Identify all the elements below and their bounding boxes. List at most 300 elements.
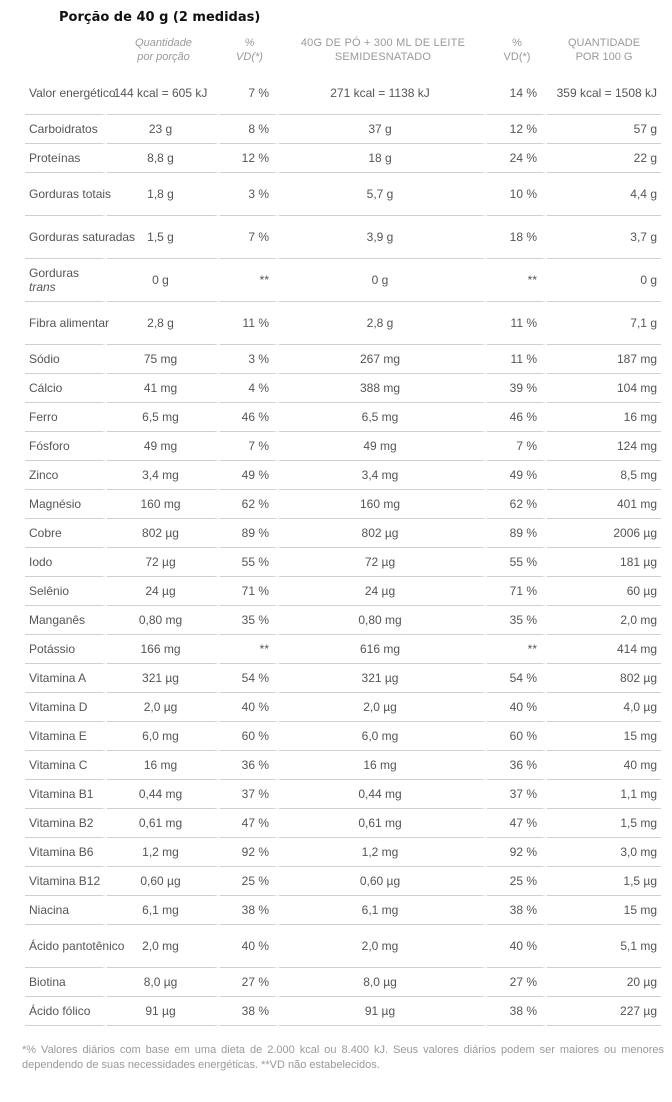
header-vd-prepared [487, 36, 547, 72]
qty-100g-text: 359 kcal = 1508 kJ [556, 86, 657, 100]
qty-100g-text: 60 µg [626, 584, 657, 598]
nutrient-name-text: Vitamina B1 [29, 787, 94, 801]
qty-prepared [279, 968, 487, 997]
qty-portion-text: 72 µg [145, 555, 176, 569]
qty-prepared [279, 173, 487, 216]
qty-portion-text: 24 µg [145, 584, 176, 598]
qty-portion-text: 0,60 µg [140, 874, 181, 888]
vd-portion [220, 606, 279, 635]
header-qty-100g-line1: QUANTIDADE [567, 37, 641, 49]
vd-prepared-text: 49 % [509, 468, 537, 482]
vd-prepared-text: 46 % [509, 410, 537, 424]
vd-portion [220, 259, 279, 302]
qty-portion [107, 968, 220, 997]
vd-prepared-text: 40 % [509, 700, 537, 714]
qty-100g [547, 838, 661, 867]
qty-100g [547, 867, 661, 896]
nutrient-name-text: Vitamina B12 [29, 874, 101, 888]
qty-100g-text: 2,0 mg [620, 613, 657, 627]
qty-prepared-text: 0 g [371, 273, 389, 287]
nutrient-name [25, 432, 107, 461]
nutrient-name-text: Fibra alimentar [29, 316, 110, 330]
qty-prepared-text: 0,61 mg [358, 816, 402, 830]
nutrient-name [25, 968, 107, 997]
table-row [25, 997, 661, 1026]
qty-100g-text: 124 mg [616, 439, 657, 453]
vd-prepared-text: 27 % [509, 975, 537, 989]
qty-100g [547, 693, 661, 722]
qty-prepared-text: 6,0 mg [361, 729, 399, 743]
header-vd-portion-line2: VD(*) [236, 51, 263, 63]
qty-portion [107, 374, 220, 403]
qty-100g [547, 722, 661, 751]
nutrition-table [25, 36, 661, 1026]
qty-portion-text: 91 µg [145, 1004, 176, 1018]
qty-prepared [279, 867, 487, 896]
table-row [25, 345, 661, 374]
nutrient-name [25, 374, 107, 403]
vd-prepared-text: 54 % [509, 671, 537, 685]
qty-portion [107, 809, 220, 838]
nutrient-name [25, 144, 107, 173]
table-row [25, 173, 661, 216]
qty-100g [547, 751, 661, 780]
vd-prepared-text: 71 % [509, 584, 537, 598]
qty-100g [547, 173, 661, 216]
nutrient-name-text: Vitamina B6 [29, 845, 94, 859]
vd-prepared [487, 432, 547, 461]
footnote: *% Valores diários com base em uma dieta de 2.000 kcal ou 8.400 kJ. Seus valores diários podem ser maiores ou menores dependendo de suas necessidades energéticas. **VD não estabelecidos. [22, 1044, 664, 1071]
qty-portion [107, 722, 220, 751]
vd-portion-text: 47 % [241, 816, 269, 830]
qty-portion [107, 461, 220, 490]
table-row [25, 519, 661, 548]
qty-100g [547, 809, 661, 838]
qty-prepared [279, 259, 487, 302]
qty-portion-text: 1,5 g [147, 230, 174, 244]
nutrient-name-text: Manganês [29, 613, 86, 627]
vd-prepared [487, 867, 547, 896]
vd-prepared [487, 115, 547, 144]
vd-portion-text: ** [259, 642, 269, 656]
vd-portion [220, 780, 279, 809]
qty-prepared [279, 780, 487, 809]
vd-portion-text: 37 % [241, 787, 269, 801]
vd-portion-text: 4 % [248, 381, 269, 395]
nutrient-name-text: Gorduras saturadas [29, 230, 136, 244]
qty-prepared [279, 896, 487, 925]
qty-portion-text: 160 mg [140, 497, 181, 511]
nutrient-name [25, 751, 107, 780]
vd-portion-text: 35 % [241, 613, 269, 627]
qty-prepared-text: 388 mg [359, 381, 401, 395]
nutrient-name-text: Iodo [29, 555, 53, 569]
vd-portion-text: 54 % [241, 671, 269, 685]
nutrient-name [25, 780, 107, 809]
qty-prepared [279, 345, 487, 374]
qty-100g-text: 187 mg [616, 352, 657, 366]
vd-prepared-text: 7 % [516, 439, 537, 453]
table-row [25, 461, 661, 490]
vd-portion [220, 115, 279, 144]
table-row [25, 925, 661, 968]
header-qty-100g [547, 36, 661, 72]
vd-prepared-text: 89 % [509, 526, 537, 540]
nutrient-name [25, 722, 107, 751]
qty-portion [107, 838, 220, 867]
qty-100g-text: 57 g [633, 122, 657, 136]
vd-prepared [487, 896, 547, 925]
qty-portion [107, 302, 220, 345]
vd-portion [220, 548, 279, 577]
vd-portion [220, 577, 279, 606]
nutrient-name [25, 490, 107, 519]
nutrient-name [25, 997, 107, 1026]
vd-prepared-text: 14 % [509, 86, 537, 100]
vd-portion-text: 7 % [248, 230, 269, 244]
vd-prepared [487, 780, 547, 809]
vd-prepared-text: 40 % [509, 939, 537, 953]
vd-portion [220, 867, 279, 896]
vd-prepared [487, 664, 547, 693]
vd-portion-text: 27 % [241, 975, 269, 989]
nutrient-name [25, 115, 107, 144]
table-row [25, 867, 661, 896]
vd-prepared [487, 809, 547, 838]
qty-prepared [279, 577, 487, 606]
qty-100g [547, 115, 661, 144]
table-row [25, 374, 661, 403]
vd-prepared [487, 72, 547, 115]
qty-portion-text: 41 mg [143, 381, 178, 395]
qty-100g [547, 144, 661, 173]
nutrient-name-text: Cálcio [29, 381, 63, 395]
nutrient-name [25, 577, 107, 606]
qty-portion-text: 166 mg [140, 642, 181, 656]
nutrient-name-text: Magnésio [29, 497, 82, 511]
qty-100g-text: 4,4 g [630, 187, 657, 201]
table-row [25, 577, 661, 606]
qty-100g-text: 4,0 µg [623, 700, 657, 714]
qty-100g [547, 345, 661, 374]
qty-100g-text: 5,1 mg [620, 939, 657, 953]
vd-portion [220, 925, 279, 968]
qty-portion [107, 751, 220, 780]
qty-100g [547, 461, 661, 490]
nutrient-name-text: Ácido pantotênico [29, 939, 125, 953]
qty-portion [107, 577, 220, 606]
qty-100g-text: 414 mg [616, 642, 657, 656]
vd-prepared-text: 18 % [509, 230, 537, 244]
qty-100g-text: 1,5 µg [623, 874, 657, 888]
qty-prepared-text: 0,80 mg [358, 613, 402, 627]
vd-prepared [487, 461, 547, 490]
vd-portion [220, 997, 279, 1026]
table-row [25, 548, 661, 577]
vd-prepared-text: ** [527, 642, 537, 656]
qty-100g [547, 780, 661, 809]
vd-prepared [487, 216, 547, 259]
qty-prepared [279, 519, 487, 548]
header-vd-portion [220, 36, 279, 72]
vd-prepared [487, 374, 547, 403]
table-row [25, 896, 661, 925]
header-qty-prepared-line2: SEMIDESNATADO [334, 51, 432, 63]
qty-portion [107, 72, 220, 115]
qty-100g [547, 997, 661, 1026]
qty-prepared-text: 8,0 µg [363, 975, 397, 989]
qty-prepared [279, 693, 487, 722]
qty-portion [107, 403, 220, 432]
table-row [25, 664, 661, 693]
qty-prepared [279, 809, 487, 838]
qty-portion-text: 16 mg [143, 758, 178, 772]
table-row [25, 216, 661, 259]
vd-prepared [487, 968, 547, 997]
qty-portion-text: 8,0 µg [143, 975, 178, 989]
vd-portion-text: 3 % [248, 352, 269, 366]
qty-prepared-text: 72 µg [364, 555, 396, 569]
nutrient-name-text: Proteínas [29, 151, 81, 165]
qty-prepared-text: 1,2 mg [361, 845, 399, 859]
vd-portion-text: 40 % [241, 939, 269, 953]
vd-portion-text: 7 % [248, 86, 269, 100]
qty-100g [547, 216, 661, 259]
nutrient-name [25, 838, 107, 867]
qty-prepared [279, 925, 487, 968]
nutrient-name-text: Vitamina D [29, 700, 88, 714]
qty-prepared [279, 751, 487, 780]
vd-portion [220, 173, 279, 216]
vd-portion [220, 302, 279, 345]
qty-portion-text: 6,5 mg [142, 410, 179, 424]
nutrient-name-text: Gorduras [29, 266, 80, 280]
qty-prepared [279, 722, 487, 751]
qty-prepared [279, 302, 487, 345]
vd-portion [220, 722, 279, 751]
nutrient-name-text: Ferro [29, 410, 58, 424]
qty-portion [107, 693, 220, 722]
qty-100g [547, 302, 661, 345]
vd-prepared-text: 11 % [510, 352, 537, 366]
vd-portion [220, 144, 279, 173]
qty-100g-text: 7,1 g [630, 316, 657, 330]
vd-prepared-text: 92 % [509, 845, 537, 859]
nutrient-name-text: Niacina [29, 903, 70, 917]
vd-portion-text: 92 % [241, 845, 269, 859]
qty-100g [547, 925, 661, 968]
qty-portion [107, 519, 220, 548]
qty-prepared-text: 6,5 mg [361, 410, 399, 424]
qty-portion-text: 1,8 g [147, 187, 174, 201]
qty-prepared [279, 461, 487, 490]
vd-portion-text: 62 % [241, 497, 269, 511]
nutrient-name [25, 693, 107, 722]
nutrient-name-text: Zinco [29, 468, 59, 482]
qty-100g [547, 490, 661, 519]
nutrient-name [25, 461, 107, 490]
nutrient-name-text: Vitamina C [29, 758, 88, 772]
nutrient-name-text: Vitamina A [29, 671, 87, 685]
qty-100g-text: 40 mg [623, 758, 657, 772]
qty-prepared [279, 490, 487, 519]
qty-prepared [279, 635, 487, 664]
table-row [25, 403, 661, 432]
nutrient-name-text: Gorduras totais [29, 187, 112, 201]
qty-100g-text: 3,7 g [630, 230, 657, 244]
nutrient-name [25, 867, 107, 896]
qty-prepared-text: 2,0 mg [361, 939, 399, 953]
nutrient-name [25, 606, 107, 635]
nutrient-name [25, 72, 116, 115]
qty-100g [547, 664, 661, 693]
qty-prepared [279, 144, 487, 173]
qty-100g-text: 2006 µg [613, 526, 657, 540]
qty-prepared-text: 0,44 mg [358, 787, 402, 801]
vd-portion [220, 72, 279, 115]
qty-prepared-text: 267 mg [359, 352, 401, 366]
vd-portion-text: ** [259, 273, 269, 287]
vd-portion-text: 25 % [241, 874, 269, 888]
qty-portion [107, 548, 220, 577]
vd-prepared-text: 11 % [510, 316, 537, 330]
qty-100g [547, 374, 661, 403]
qty-portion-text: 75 mg [143, 352, 178, 366]
nutrient-name [25, 302, 110, 345]
qty-prepared [279, 664, 487, 693]
nutrient-name [25, 548, 107, 577]
qty-100g [547, 896, 661, 925]
header-qty-portion-line1: Quantidade [135, 37, 192, 49]
header-vd-portion-line1: % [244, 37, 255, 49]
vd-portion-text: 49 % [241, 468, 269, 482]
qty-100g [547, 519, 661, 548]
table-body [25, 72, 661, 1026]
vd-prepared [487, 577, 547, 606]
table-row [25, 302, 661, 345]
table-row [25, 722, 661, 751]
qty-prepared-text: 321 µg [361, 671, 399, 685]
qty-portion-text: 23 g [148, 122, 173, 136]
table-row [25, 432, 661, 461]
header-nutrient [25, 36, 107, 72]
vd-prepared-text: 37 % [509, 787, 537, 801]
vd-prepared-text: 36 % [509, 758, 537, 772]
qty-100g-text: 16 mg [623, 410, 657, 424]
vd-portion-text: 36 % [241, 758, 269, 772]
qty-100g-text: 401 mg [616, 497, 657, 511]
qty-portion [107, 997, 220, 1026]
qty-100g [547, 432, 661, 461]
qty-prepared-text: 91 µg [364, 1004, 396, 1018]
qty-prepared [279, 838, 487, 867]
vd-portion [220, 432, 279, 461]
nutrient-name-text: Carboidratos [29, 122, 98, 136]
qty-portion [107, 345, 220, 374]
nutrient-name [25, 173, 112, 216]
qty-prepared-text: 6,1 mg [361, 903, 399, 917]
table-row [25, 72, 661, 115]
nutrient-name [25, 519, 107, 548]
qty-prepared-text: 0,60 µg [359, 874, 401, 888]
qty-prepared [279, 72, 487, 115]
qty-100g-text: 1,5 mg [620, 816, 657, 830]
qty-prepared-text: 3,4 mg [361, 468, 399, 482]
header-vd-prepared-line1: % [512, 37, 522, 49]
table-row [25, 751, 661, 780]
qty-portion [107, 115, 220, 144]
nutrient-name-text: Sódio [29, 352, 60, 366]
header-qty-100g-line2: POR 100 G [575, 51, 633, 63]
vd-prepared-text: 25 % [509, 874, 537, 888]
vd-prepared-text: 47 % [509, 816, 537, 830]
qty-100g-text: 227 µg [620, 1004, 657, 1018]
table-row [25, 606, 661, 635]
qty-100g [547, 72, 661, 115]
nutrient-name-text: Vitamina E [29, 729, 87, 743]
vd-portion [220, 374, 279, 403]
qty-portion [107, 780, 220, 809]
vd-prepared [487, 519, 547, 548]
vd-portion [220, 809, 279, 838]
vd-prepared [487, 751, 547, 780]
qty-prepared-text: 16 mg [363, 758, 397, 772]
vd-portion-text: 3 % [248, 187, 269, 201]
table-row [25, 838, 661, 867]
qty-100g-text: 802 µg [620, 671, 657, 685]
qty-100g-text: 15 mg [623, 903, 657, 917]
qty-prepared [279, 216, 487, 259]
vd-prepared [487, 606, 547, 635]
qty-prepared [279, 432, 487, 461]
qty-prepared-text: 49 mg [363, 439, 397, 453]
qty-portion [107, 259, 220, 302]
vd-prepared-text: 38 % [509, 1004, 537, 1018]
qty-100g [547, 577, 661, 606]
qty-portion [107, 173, 220, 216]
vd-portion-text: 55 % [241, 555, 269, 569]
qty-portion-text: 0,44 mg [138, 787, 183, 801]
nutrient-name-text: Cobre [29, 526, 62, 540]
vd-prepared [487, 548, 547, 577]
qty-portion [107, 432, 220, 461]
qty-100g-text: 15 mg [623, 729, 657, 743]
vd-portion [220, 490, 279, 519]
nutrient-name-text: Ácido fólico [29, 1004, 91, 1018]
vd-prepared-text: 60 % [509, 729, 537, 743]
vd-prepared-text: 38 % [509, 903, 537, 917]
qty-portion [107, 606, 220, 635]
qty-100g [547, 606, 661, 635]
vd-portion [220, 635, 279, 664]
qty-portion-text: 321 µg [142, 671, 179, 685]
qty-prepared-text: 802 µg [361, 526, 399, 540]
table-row [25, 259, 661, 302]
nutrient-name [25, 216, 136, 259]
qty-portion [107, 896, 220, 925]
nutrient-name-italic: trans [29, 280, 56, 294]
vd-portion-text: 38 % [241, 1004, 269, 1018]
vd-portion-text: 7 % [248, 439, 269, 453]
vd-portion-text: 8 % [248, 122, 269, 136]
qty-100g-text: 3,0 mg [620, 845, 657, 859]
vd-portion [220, 461, 279, 490]
vd-prepared [487, 635, 547, 664]
qty-portion [107, 490, 220, 519]
vd-prepared-text: 24 % [509, 151, 537, 165]
vd-prepared-text: 55 % [509, 555, 537, 569]
vd-portion-text: 71 % [241, 584, 269, 598]
